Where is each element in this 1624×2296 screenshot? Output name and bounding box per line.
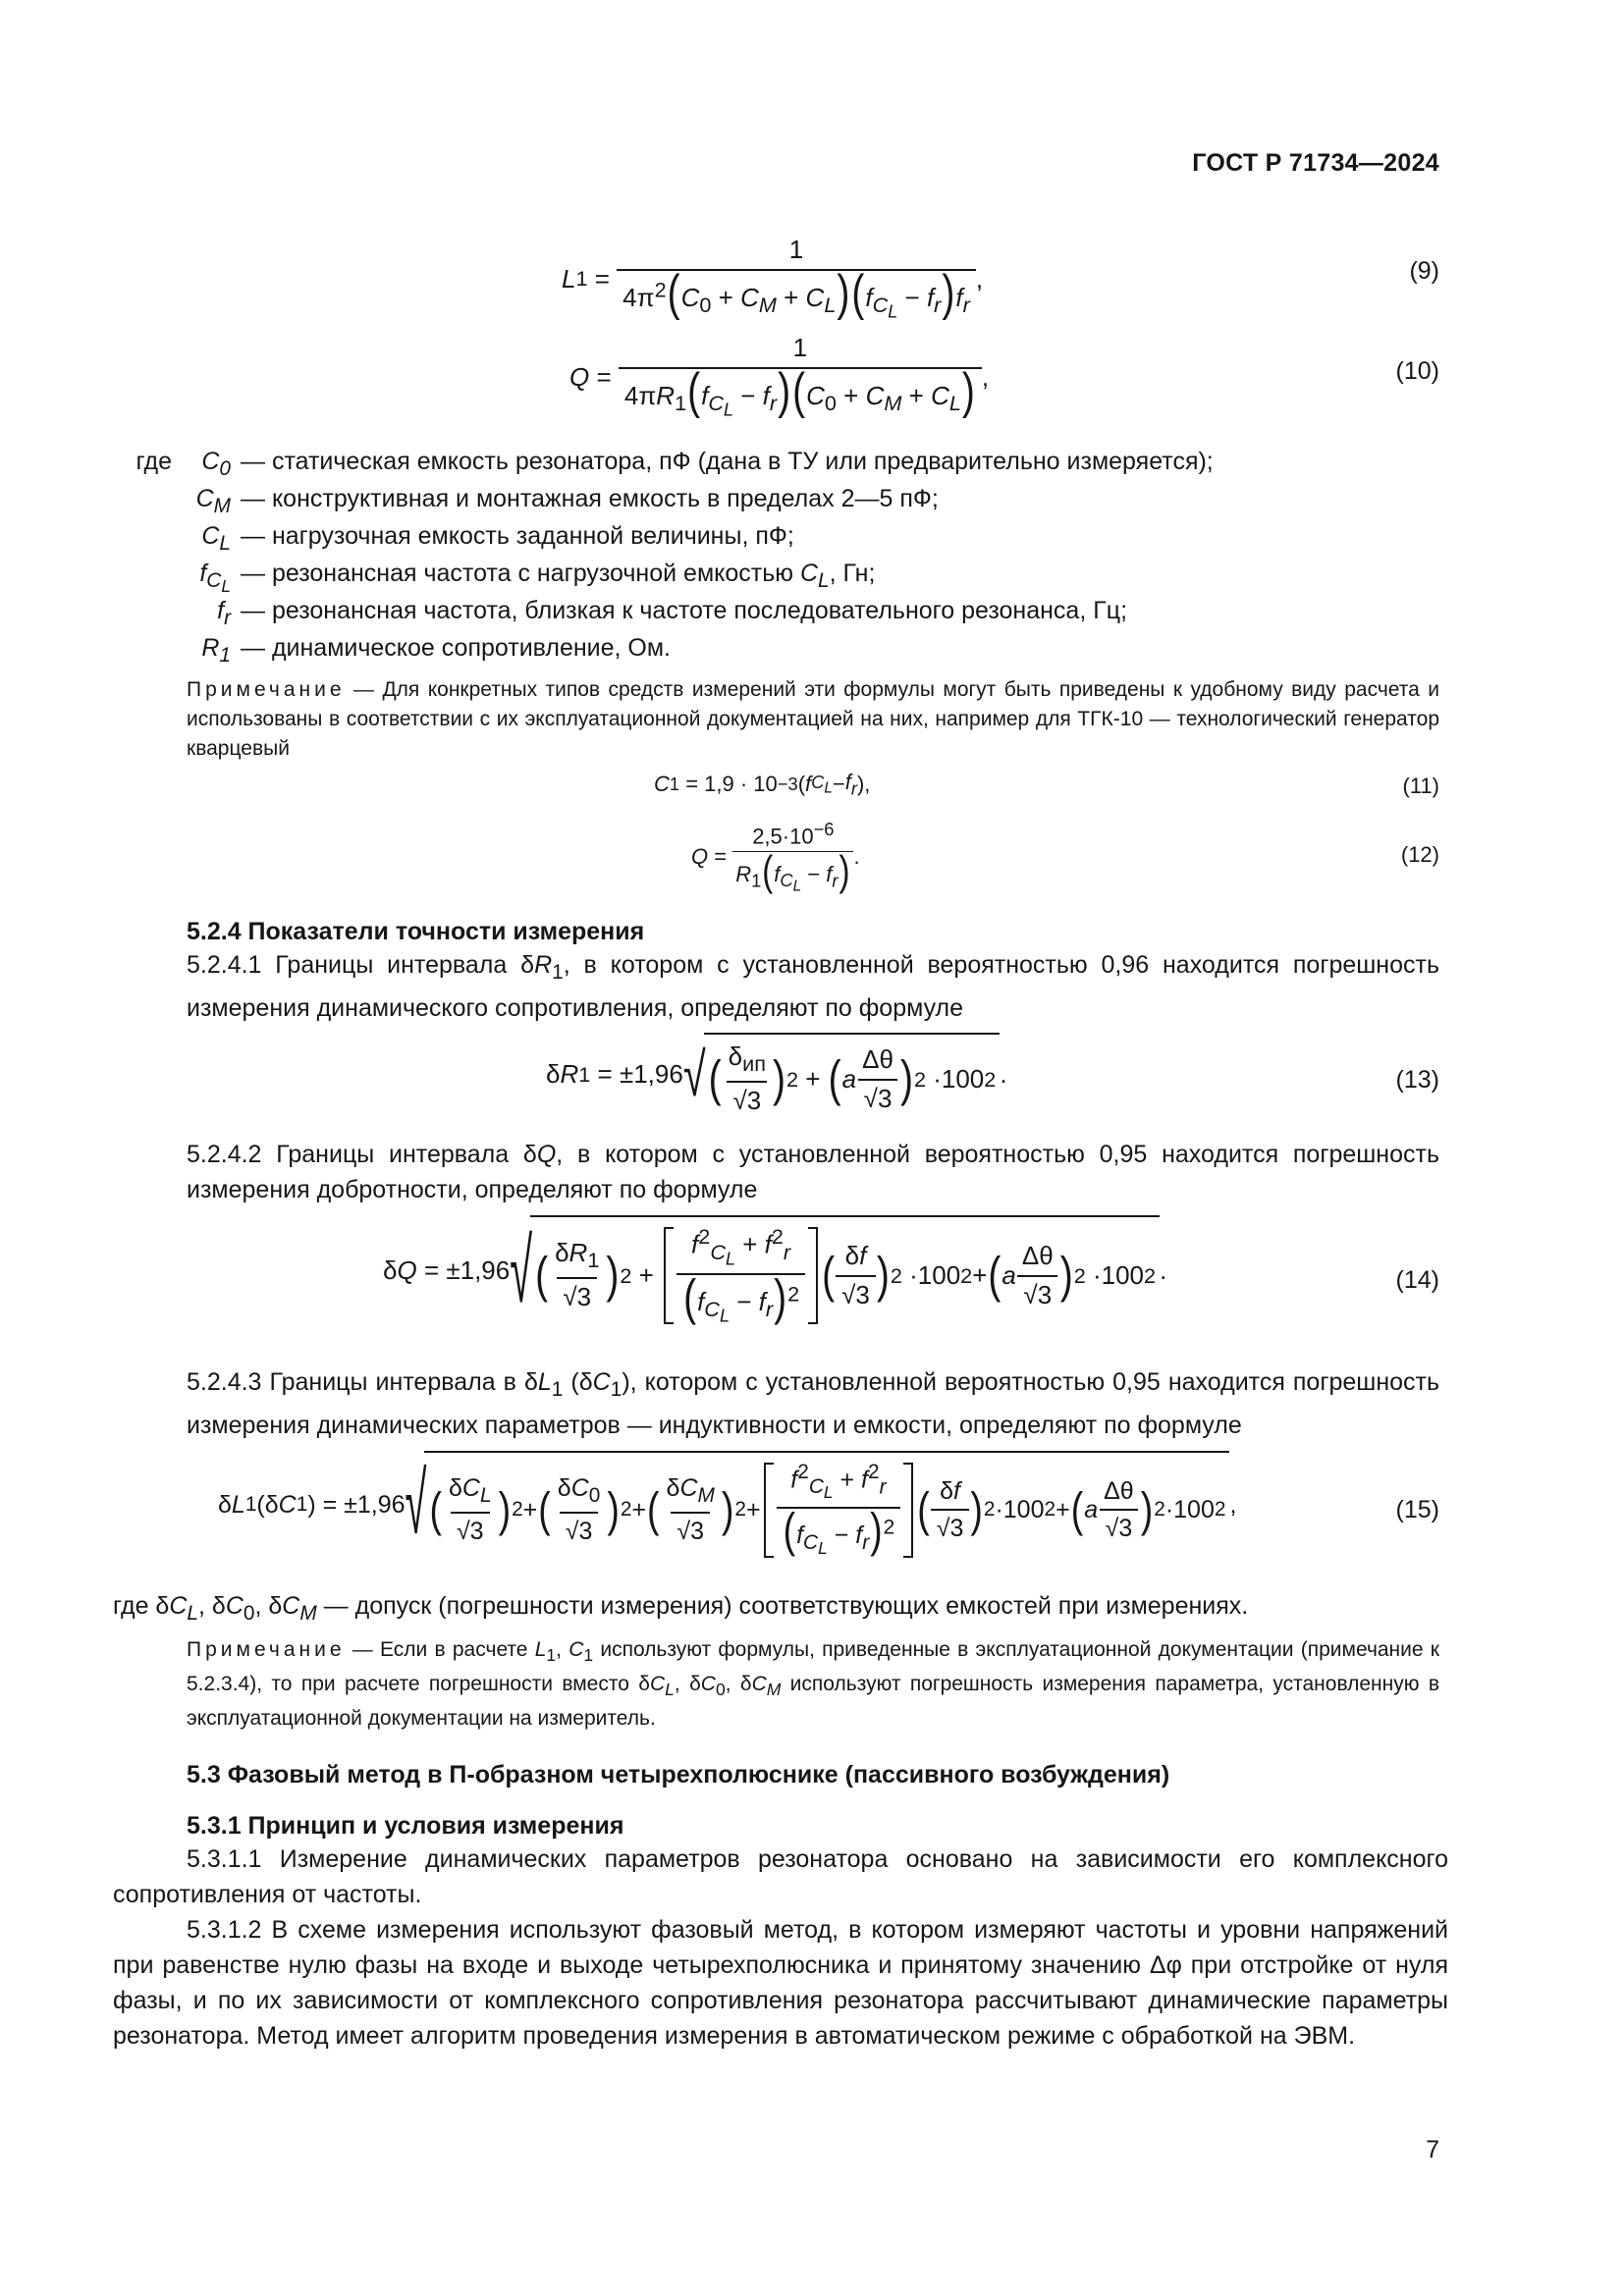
equation-number: (9): [1409, 257, 1439, 285]
where-text: — допуск (погрешности измерения) соответствующих емкостей при измерениях.: [316, 1592, 1249, 1620]
subsection-heading: 5.3.1 Принцип и условия измерения: [187, 1812, 624, 1840]
where-row: $R_1$ — динамическое сопротивление, Ом.: [113, 630, 671, 673]
equation-number: (11): [1402, 774, 1439, 798]
equation-9: L 1 = $\frac{1}{4\pi^2(C_0 + C_M + C_L)(f_{C_L} - f_r)f_r}$ ,: [562, 235, 984, 322]
equation-number: (10): [1395, 357, 1439, 385]
equation-number: (15): [1395, 1496, 1439, 1523]
where-row: где $C_0$ — статическая емкость резонатора, пФ (дана в ТУ или предварительно измеряется);: [113, 444, 1448, 487]
where-text: — конструктивная и монтажная емкость в пределах 2—5 пФ;: [241, 485, 939, 512]
note-text: используют погрешность измерения параметра, установленную в эксплуатационной документации на измеритель.: [187, 1673, 1440, 1731]
where-text: — резонансная частота с нагрузочной емкостью: [241, 560, 793, 587]
note: [187, 675, 1439, 764]
where-lead: где: [135, 448, 172, 475]
equation-12: Q = $\frac{2,5\cdot 10^{-6}}{R_1(f_{C_L} - f_r)}$ .: [691, 819, 860, 895]
where-text: — резонансная частота, близкая к частоте последовательного резонанса, Гц;: [241, 597, 1128, 624]
where-line: где $\delta C_L$, $\delta C_0$, $\delta C_M$ — допуск (погрешности измерения) соответствующих емкостей при измерениях.: [113, 1592, 1249, 1625]
equation-number: (14): [1395, 1266, 1439, 1294]
where-text: — динамическое сопротивление, Ом.: [241, 634, 672, 662]
paragraph-text: 5.2.4.2 Границы интервала δ: [187, 1141, 537, 1168]
paragraph-text: 5.2.4.3 Границы интервала в δ: [187, 1368, 538, 1396]
paragraph: 5.2.4.1 Границы интервала $\delta R_1$, в котором с установленной вероятностью 0,96 находится погрешность измерения динамического сопротивления, определяют по формуле: [187, 951, 1439, 1022]
equation-13: δ R 1 = ±1,96 √ ( $\frac{\delta_{ип}}{√3}$ ) 2 + ( a $\frac{\Delta\theta}{√3}$ ) 2 ·100 2 .: [546, 1033, 1007, 1116]
equation-11: C 1 = 1,9 · 10 −3 ( f $C_L$ − $f_r$ ),: [654, 770, 871, 799]
where-row: $C_L$ — нагрузочная емкость заданной величины, пФ;: [113, 518, 794, 561]
where-text: — нагрузочная емкость заданной величины, пФ;: [241, 522, 794, 550]
paragraph: 5.3.1.2 В схеме измерения используют фазовый метод, в котором измеряют частоты и уровни напряжений при равенстве нулю фазы на входе и выходе четырехполюсника и принятому значению Δφ при отстройке от нуля фазы, и по их зависимости от комплексного сопротивления резонатора рассчитывают динамические параметры резонатора. Метод имеет алгоритм проведения измерения в автоматическом режиме с обработкой на ЭВМ.: [113, 1916, 1448, 2050]
paragraph: 5.3.1.1 Измерение динамических параметров резонатора основано на зависимости его комплексного сопротивления от частоты.: [113, 1845, 1448, 1908]
equation-10: Q = $\frac{1}{4\pi R_1(f_{C_L} - f_r)(C_0 + C_M + C_L)}$ ,: [569, 333, 990, 420]
section-heading: 5.3 Фазовый метод в П-образном четырехполюснике (пассивного возбуждения): [187, 1761, 1170, 1789]
paragraph: 5.2.4.3 Границы интервала в $\delta L_1$ $(\delta C_1)$, котором с установленной вероятностью 0,95 находится погрешность измерения динамических параметров — индуктивности и емкости, определяют по формуле: [187, 1368, 1440, 1439]
section-heading: 5.2.4 Показатели точности измерения: [187, 918, 645, 945]
page-number: 7: [1426, 2136, 1439, 2163]
where-row: $C_M$ — конструктивная и монтажная емкость в пределах 2—5 пФ;: [113, 481, 939, 524]
paragraph: 5.2.4.2 Границы интервала δQ, в котором с установленной вероятностью 0,95 находится погрешность измерения добротности, определяют по формуле: [187, 1141, 1439, 1203]
where-text: , Гн;: [829, 560, 876, 587]
equation-14: δ Q = ±1,96 √ ( $\frac{\delta R_1}{√3}$ ) 2 + $\frac{f^2_{C_L} + f^2_r}{(f_{C_L} - f_r)^2}$ ( $\frac{\delta f}{√3}$ ) 2 ·100 2 + ( a $\frac{\Delta\theta}{√3}$ ) 2 ·100 2 .: [383, 1215, 1166, 1326]
paragraph-text: , в котором с установленной вероятностью 0,95 находится погрешность измерения добротности, определяют по формуле: [187, 1141, 1439, 1203]
paragraph-text: , в котором с установленной вероятностью 0,96 находится погрешность измерения динамического сопротивления, определяют по формуле: [187, 951, 1439, 1022]
where-text: — статическая емкость резонатора, пФ (дана в ТУ или предварительно измеряется);: [241, 448, 1214, 475]
equation-number: (12): [1400, 842, 1439, 867]
standard-number: ГОСТ Р 71734—2024: [1192, 149, 1439, 177]
where-row: $f_{C_L}$ — резонансная частота с нагрузочной емкостью $C_L$ , Гн;: [113, 556, 875, 604]
note-text: — Для конкретных типов средств измерений эти формулы могут быть приведены к удобному виду расчета и использованы в соответствии с их эксплуатационной документацией на них, например для ТГК-10 — технологический генератор кварцевый: [187, 678, 1439, 760]
paragraph-text: , котором с установленной вероятностью 0,95 находится погрешность измерения динамических параметров — индуктивности и емкости, определяют по формуле: [187, 1368, 1440, 1439]
where-row: $f_r$ — резонансная частота, близкая к частоте последовательного резонанса, Гц;: [113, 593, 1127, 636]
paragraph-text: 5.2.4.1 Границы интервала δ: [187, 951, 535, 979]
note-label: Примечание: [187, 678, 346, 701]
equation-15: δ L 1 (δ C 1 ) = ±1,96 √ ( $\frac{\delta C_L}{√3}$ ) 2 + ( $\frac{\delta C_0}{√3}$ ) 2 + ( $\frac{\delta C_M}{√3}$ ) 2 + $\frac{f^2_{C_L} + f^2_r}{(f_{C_L} - f_r)^2}$ ( $\frac{\delta f}{√3}$ ) 2 ·100 2 + ( a $\frac{\Delta\theta}{√3}$ ) 2 ·100 2 ,: [218, 1451, 1236, 1560]
note: Примечание — Если в расчете $L_1$, $C_1$ используют формулы, приведенные в эксплуатационной документации (примечание к 5.2.3.4), то при расчете погрешности вместо $\delta C_L$, $\delta C_0$, $\delta C_M$ используют погрешность измерения параметра, установленную в эксплуатационной документации на измеритель.: [187, 1638, 1440, 1731]
note-text: — Если в расчете: [345, 1638, 535, 1661]
note-text: используют формулы, приведенные в эксплуатационной документации (примечание к 5.2.3.4), то при расчете погрешности вместо: [187, 1638, 1439, 1696]
equation-number: (13): [1395, 1066, 1439, 1094]
note-label: Примечание: [187, 1638, 346, 1661]
